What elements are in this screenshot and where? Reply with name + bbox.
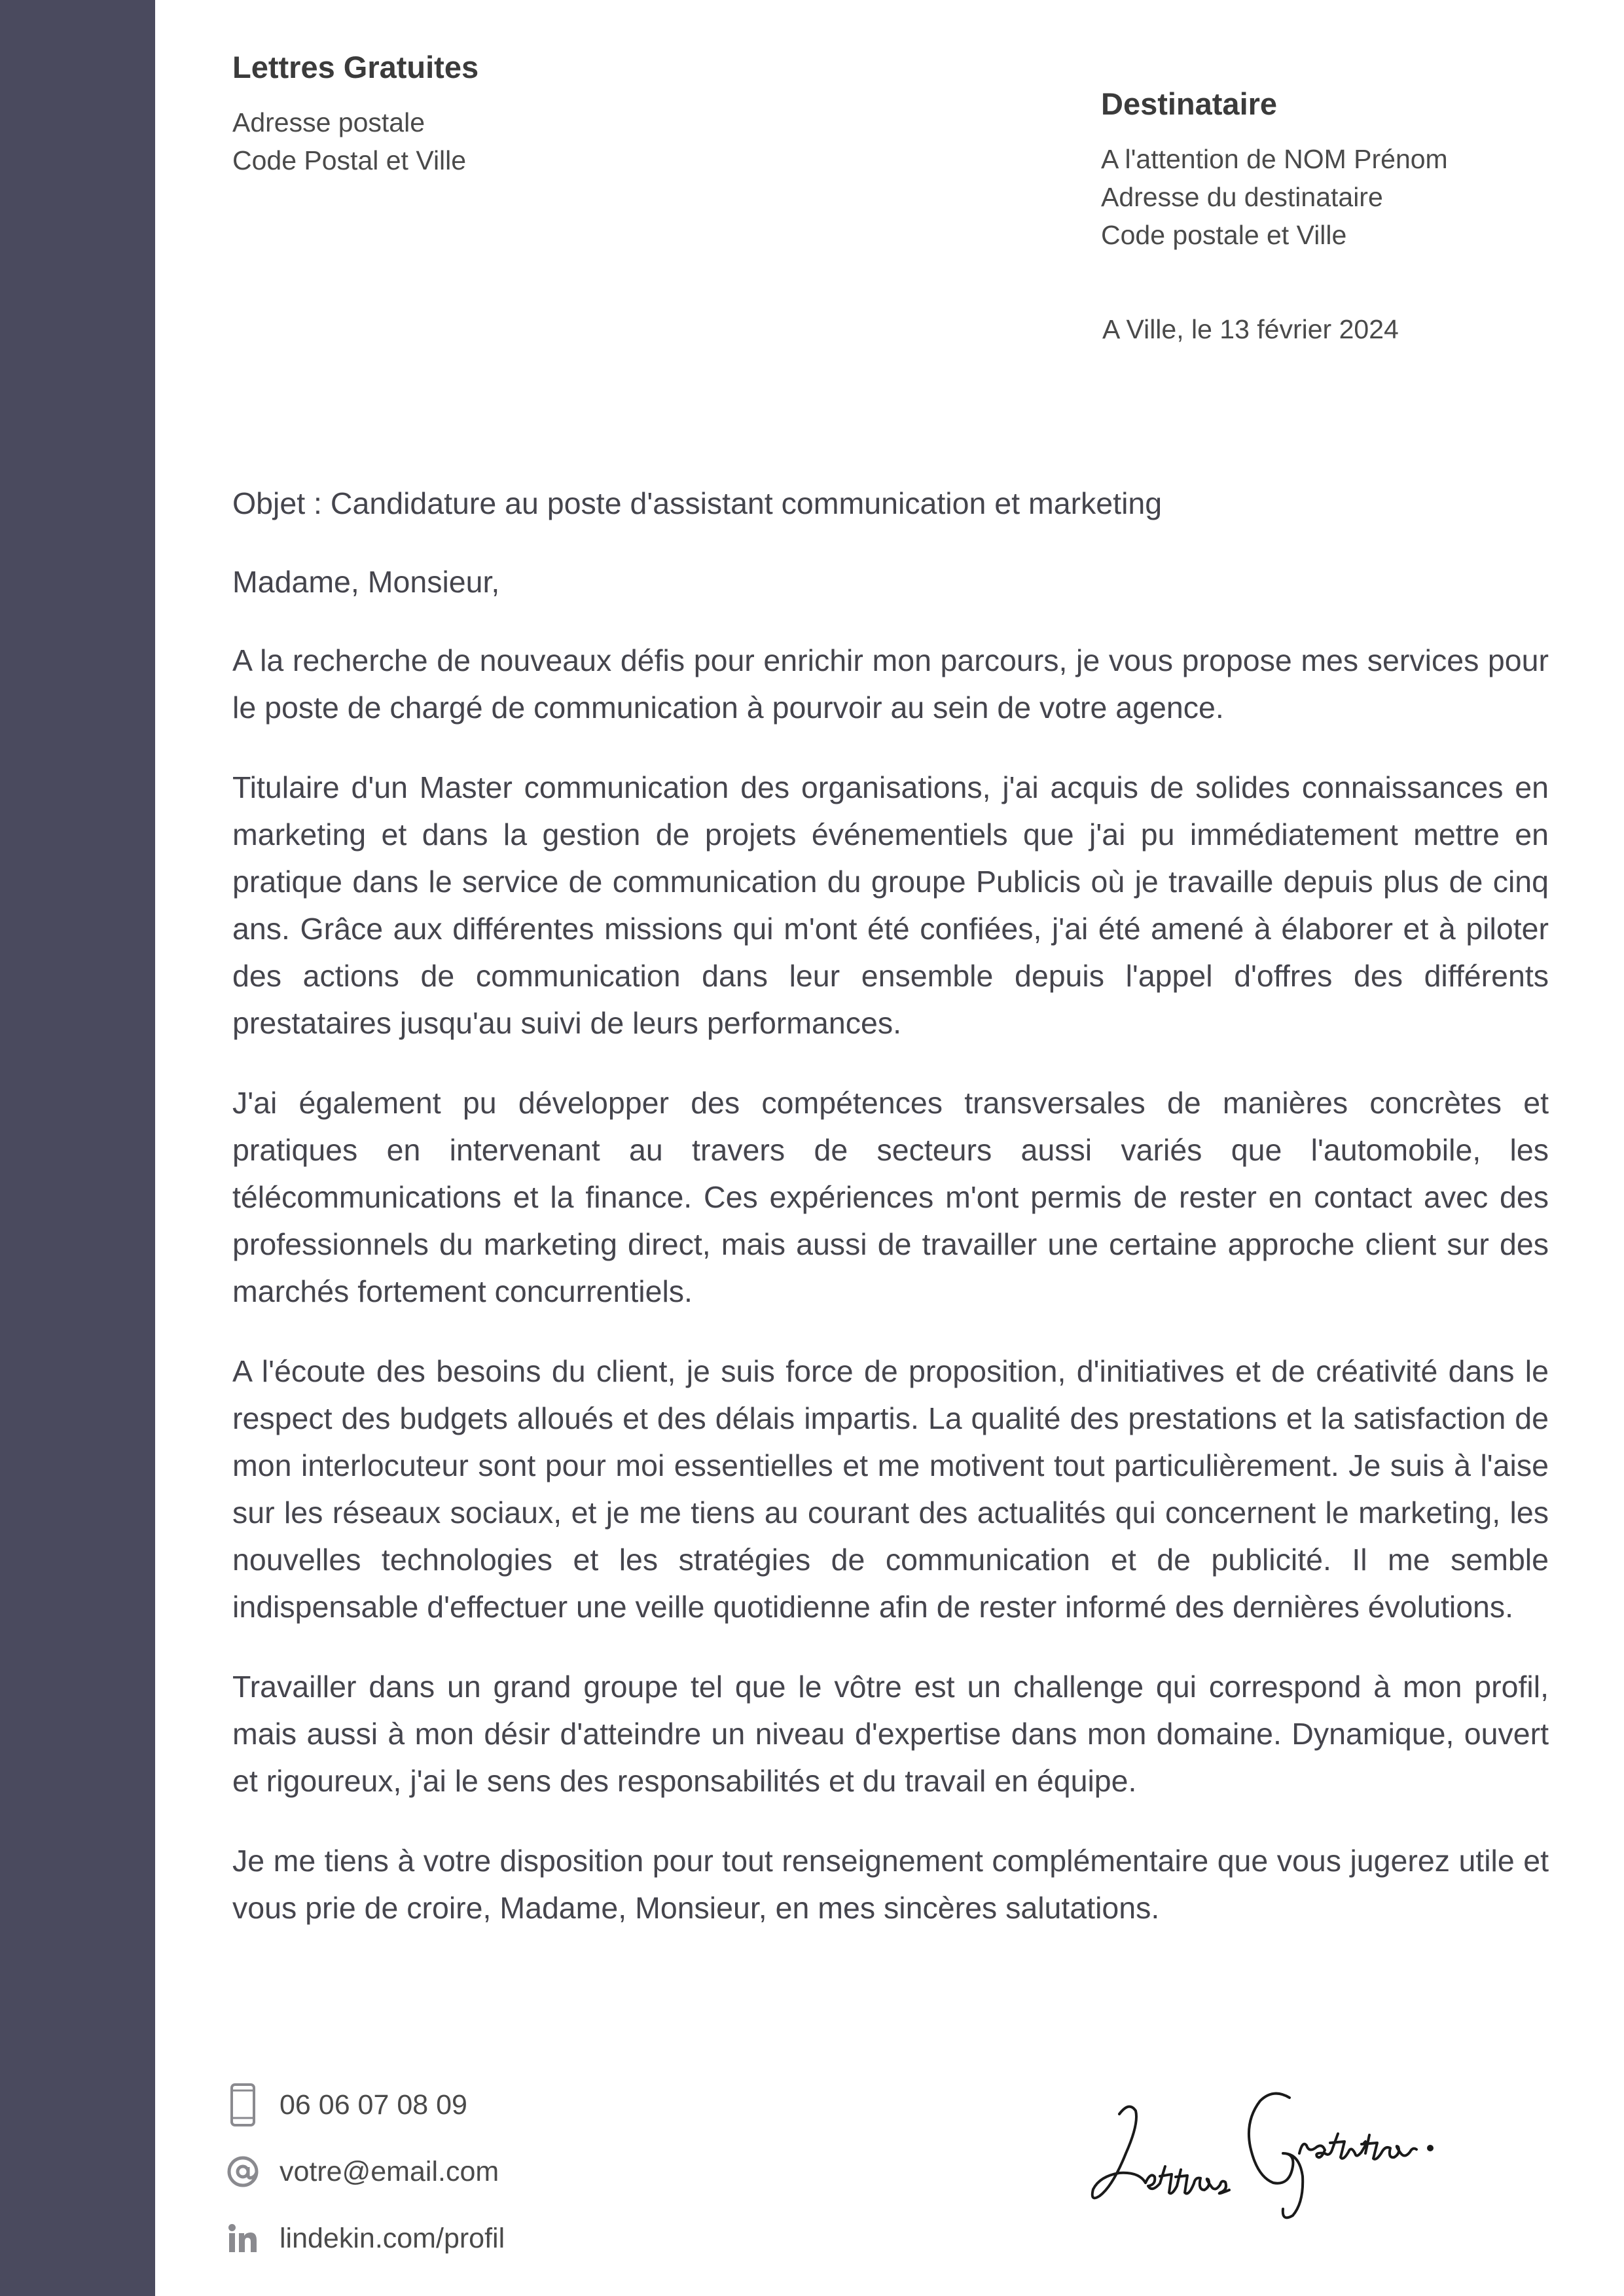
- recipient-title: Destinataire: [1101, 86, 1278, 121]
- sidebar-band: [0, 0, 155, 2296]
- handwritten-signature: [1074, 2062, 1466, 2225]
- at-sign-icon: [226, 2148, 260, 2195]
- recipient-address-line: Adresse du destinataire: [1101, 182, 1383, 212]
- contact-block: [226, 2081, 815, 2282]
- letter-paragraph: Titulaire d'un Master communication des organisations, j'ai acquis de solides connaissances en marketing et dans la gestion de projets événementiels que j'ai pu immédiatement mettre en pratique dans le service de communication du groupe Publicis où je travaille depuis plus de cinq ans. Grâce aux différentes missions qui m'ont été confiées, j'ai été amené à élaborer et à piloter des actions de communication dans leur ensemble depuis l'appel d'offres des différents prestataires jusqu'au suivi de leurs performances.: [232, 770, 1549, 1040]
- contact-phone-row: [226, 2081, 815, 2128]
- sender-address-line: Adresse postale: [232, 107, 425, 137]
- linkedin-icon: [226, 2215, 260, 2262]
- sender-name: Lettres Gratuites: [232, 50, 479, 84]
- contact-email[interactable]: votre@email.com: [280, 2155, 499, 2187]
- recipient-attention-line: A l'attention de NOM Prénom: [1101, 144, 1448, 174]
- contact-phone[interactable]: 06 06 07 08 09: [280, 2089, 467, 2121]
- letter-paragraph: A l'écoute des besoins du client, je suis force de proposition, d'initiatives et de créativité dans le respect des budgets alloués et des délais impartis. La qualité des prestations et la satisfaction de mon interlocuteur sont pour moi essentielles et me motivent tout particulièrement. Je suis à l'aise sur les réseaux sociaux, et je me tiens au courant des actualités qui concernent le marketing, les nouvelles technologies et les stratégies de communication et de publicité. Il me semble indispensable d'effectuer une veille quotidienne afin de rester informé des dernières évolutions.: [232, 1354, 1549, 1624]
- recipient-block: [1101, 82, 1598, 254]
- letter-date: A Ville, le 13 février 2024: [1102, 314, 1399, 344]
- letter-body: [232, 480, 1549, 1964]
- letter-subject: Objet : Candidature au poste d'assistant communication et marketing: [232, 486, 1163, 520]
- letter-paragraph: Travailler dans un grand groupe tel que le vôtre est un challenge qui correspond à mon profil, mais aussi à mon désir d'atteindre un niveau d'expertise dans mon domaine. Dynamique, ouvert et rigoureux, j'ai le sens des responsabilités et du travail en équipe.: [232, 1670, 1549, 1798]
- contact-email-row: [226, 2148, 815, 2195]
- contact-linkedin[interactable]: lindekin.com/profil: [280, 2222, 505, 2254]
- letter-paragraph: J'ai également pu développer des compétences transversales de manières concrètes et pratiques en intervenant au travers de secteurs aussi variés que l'automobile, les télécommunications et la finance. Ces expériences m'ont permis de rester en contact avec des professionnels du marketing direct, mais aussi de travailler une certaine approche client sur des marchés fortement concurrentiels.: [232, 1086, 1549, 1308]
- letter-greeting: Madame, Monsieur,: [232, 565, 500, 599]
- letter-paragraph: A la recherche de nouveaux défis pour enrichir mon parcours, je vous propose mes services pour le poste de chargé de communication à pourvoir au sein de votre agence.: [232, 643, 1549, 725]
- contact-linkedin-row: [226, 2215, 815, 2262]
- mobile-phone-icon: [226, 2081, 260, 2128]
- sender-city-line: Code Postal et Ville: [232, 145, 467, 175]
- sender-block: [232, 46, 821, 179]
- letter-paragraph: Je me tiens à votre disposition pour tout renseignement complémentaire que vous jugerez utile et vous prie de croire, Madame, Monsieur, en mes sincères salutations.: [232, 1844, 1549, 1925]
- recipient-city-line: Code postale et Ville: [1101, 220, 1347, 250]
